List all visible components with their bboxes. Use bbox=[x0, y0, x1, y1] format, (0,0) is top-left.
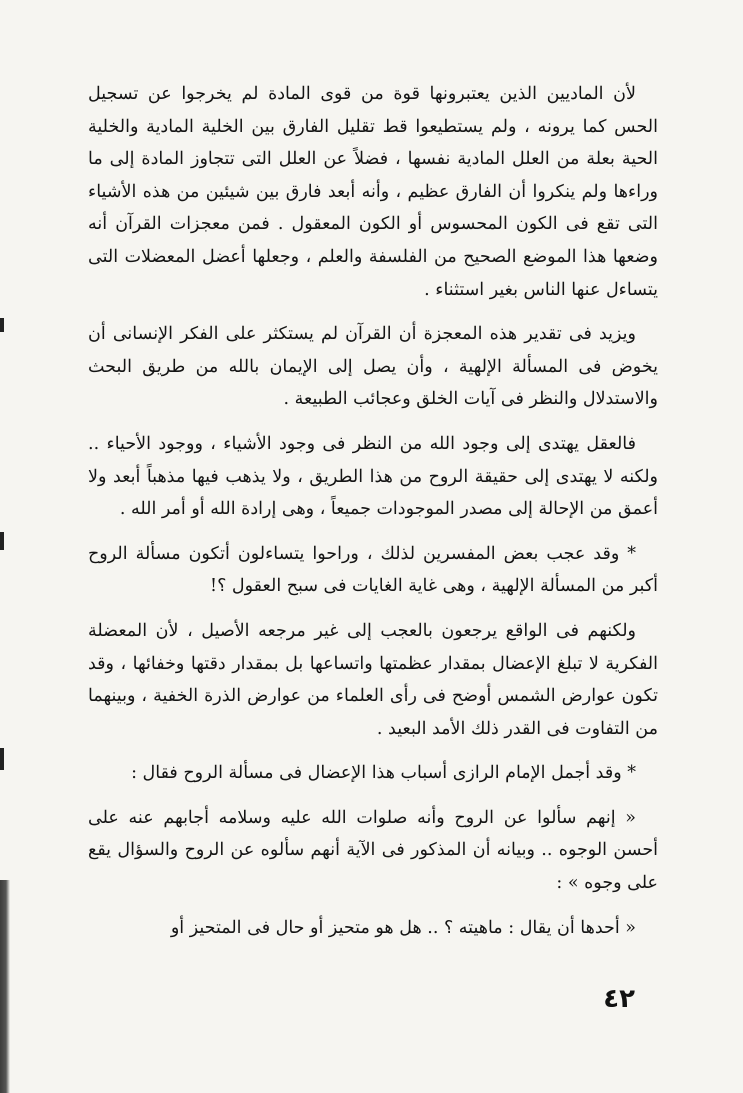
page-number: ٤٢ bbox=[603, 984, 635, 1014]
margin-mark bbox=[0, 748, 4, 770]
paragraph: * وقد أجمل الإمام الرازى أسباب هذا الإعضال فى مسألة الروح فقال : bbox=[131, 763, 636, 784]
page-binding-shadow bbox=[0, 880, 10, 1093]
body-text bbox=[88, 78, 658, 944]
paragraph: لأن الماديين الذين يعتبرونها قوة من قوى المادة لم يخرجوا عن تسجيل الحس كما يرونه ، ولم يستطيعوا قط تقليل الفارق بين الخلية المادية والخلية الحية بعلة من العلل المادية نفسها ، فضلاً عن العلل التى تتجاوز المادة إلى ما وراءها ولم ينكروا أن الفارق عظيم ، وأنه أبعد فارق بين شيئين من هذه الأشياء التى تقع فى الكون المحسوس أو الكون المعقول . فمن معجزات القرآن أنه وضعها هذا الموضع الصحيح من الفلسفة والعلم ، وجعلها أعضل المعضلات التى يتساءل عنها الناس بغير استثناء . bbox=[88, 84, 658, 300]
margin-mark bbox=[0, 318, 4, 332]
paragraph: « إنهم سألوا عن الروح وأنه صلوات الله عليه وسلامه أجابهم عنه على أحسن الوجوه .. وبيانه أن المذكور فى الآية أنهم سألوه عن الروح والسؤال يقع على وجوه » : bbox=[88, 807, 658, 894]
margin-mark bbox=[0, 532, 4, 550]
paragraph: ويزيد فى تقدير هذه المعجزة أن القرآن لم يستكثر على الفكر الإنسانى أن يخوض فى المسألة الإلهية ، وأن يصل إلى الإيمان بالله من طريق البحث والاستدلال والنظر فى آيات الخلق وعجائب الطبيعة . bbox=[88, 324, 658, 410]
paragraph: * وقد عجب بعض المفسرين لذلك ، وراحوا يتساءلون أتكون مسألة الروح أكبر من المسألة الإلهية ، وهى غاية الغايات فى سبح العقول ؟! bbox=[88, 543, 658, 597]
paragraph: « أحدها أن يقال : ماهيته ؟ .. هل هو متحيز أو حال فى المتحيز أو bbox=[170, 917, 636, 938]
paragraph: ولكنهم فى الواقع يرجعون بالعجب إلى غير مرجعه الأصيل ، لأن المعضلة الفكرية لا تبلغ الإعضال بمقدار عظمتها واتساعها بل بمقدار دقتها وخفائها ، وقد تكون عوارض الشمس أوضح فى رأى العلماء من عوارض الذرة الخفية ، وبينهما من التفاوت فى القدر ذلك الأمد البعيد . bbox=[88, 620, 658, 739]
paragraph: فالعقل يهتدى إلى وجود الله من النظر فى وجود الأشياء ، ووجود الأحياء .. ولكنه لا يهتدى إلى حقيقة الروح من هذا الطريق ، ولا يذهب فيها مذهباً أبعد ولا أعمق من الإحالة إلى مصدر الموجودات جميعاً ، وهى إرادة الله أو أمر الله . bbox=[88, 433, 658, 520]
